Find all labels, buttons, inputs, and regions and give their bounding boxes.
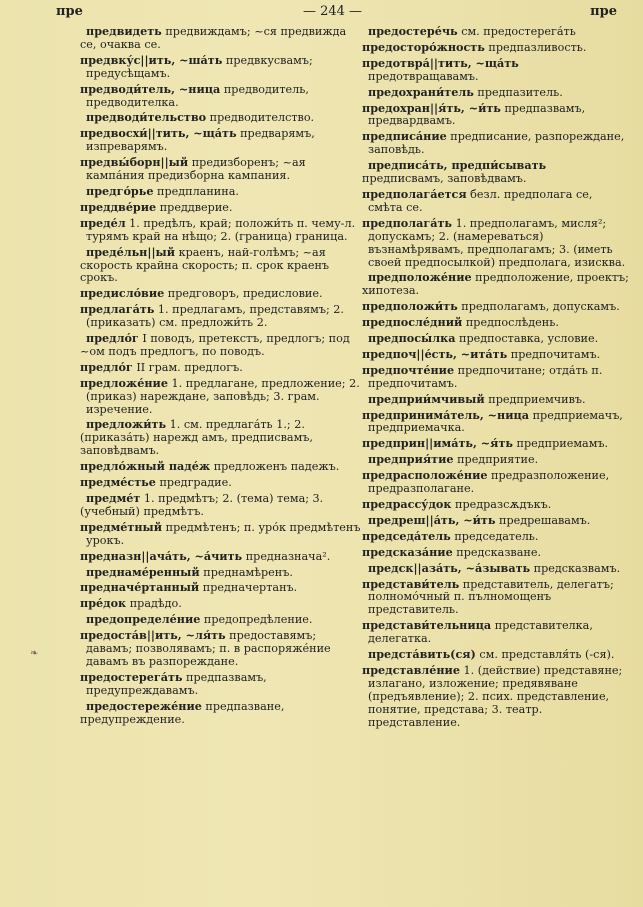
entry-definition: предпослѣдень. [462, 316, 559, 330]
entry-definition: предписание, разпореждане, заповѣдь. [368, 130, 625, 157]
entry-headword: пре́док [80, 596, 127, 611]
dictionary-entry [80, 613, 365, 627]
entry-definition: 1. предѣлъ, край; положи́ть п. чему-л. турямъ край на нѣщо; 2. (граница) граница. [86, 216, 356, 243]
entry-headword: предрассу́док [362, 497, 452, 511]
entry-headword: предопределе́ние [86, 612, 201, 627]
dictionary-entry [80, 700, 365, 727]
entry-headword: предписа́ние [362, 129, 447, 144]
dictionary-entry [362, 453, 630, 467]
entry-headword: предположи́ть [362, 299, 458, 314]
entry-headword: предводи́тель, ~ница [80, 81, 221, 96]
dictionary-entry [362, 271, 630, 298]
entry-headword: предоста́в||ить, ~ля́ть [80, 628, 226, 643]
entry-headword: председа́тель [362, 528, 451, 543]
entry-definition: предизборенъ; ~ая кампа́ния предизборна кампания. [86, 156, 306, 183]
entry-definition: предрешавамъ. [495, 513, 591, 527]
dictionary-entry [362, 332, 630, 346]
dictionary-entry [80, 303, 365, 330]
dictionary-entry [362, 25, 630, 39]
dictionary-entry [80, 25, 365, 52]
entry-definition: предначертанъ. [199, 581, 298, 595]
entry-headword: представле́ние [362, 662, 460, 677]
entry-headword: предводи́тельство [86, 110, 207, 125]
entry-definition: предвиждамъ; ~ся предвижда се, очаква се. [80, 25, 347, 51]
dictionary-entry [80, 492, 365, 519]
entry-definition: предградие. [155, 476, 232, 490]
dictionary-entry [362, 130, 630, 157]
entry-definition: предполагамъ, допускамъ. [457, 300, 620, 314]
entry-definition: предвкусвамъ; предусѣщамъ. [86, 53, 313, 80]
dictionary-entry [362, 619, 630, 646]
dictionary-entry [80, 671, 365, 698]
entry-definition: см. предостерега́ть [457, 25, 576, 38]
entry-definition: предприемчивъ. [484, 392, 586, 406]
dictionary-entry [80, 83, 365, 110]
dictionary-entry [362, 159, 630, 186]
dictionary-entry [362, 546, 630, 560]
dictionary-entry [362, 348, 630, 362]
dictionary-entry [362, 41, 630, 55]
entry-headword: предисло́вие [80, 286, 165, 301]
entry-headword: предме́стье [80, 475, 156, 490]
entry-headword: предреш||а́ть, ~и́ть [368, 512, 496, 527]
entry-headword: предвку́с||ить, ~ша́ть [80, 52, 223, 67]
entry-headword: предполага́ется [362, 186, 467, 201]
dictionary-entry [362, 530, 630, 544]
dictionary-entry [362, 409, 630, 436]
entry-headword: предме́т [86, 491, 141, 505]
entry-headword: предвы́борн||ый [80, 155, 189, 170]
entry-definition: предпазвамъ, предвардвамъ. [368, 101, 586, 128]
entry-headword: предположе́ние [368, 270, 472, 285]
entry-definition: предмѣтенъ; п. уро́к предмѣтенъ урокъ. [86, 520, 361, 547]
page-header [36, 4, 629, 22]
entry-definition: II грам. предлогъ. [132, 360, 243, 374]
entry-headword: предлага́ть [80, 302, 155, 317]
dictionary-entry [362, 437, 630, 451]
entry-headword: предло́г [80, 359, 133, 374]
entry-definition: предпазвамъ, предупреждавамъ. [86, 670, 267, 697]
margin-mark: ❧ [30, 648, 39, 659]
dictionary-entry [80, 185, 365, 199]
dictionary-entry [80, 418, 365, 458]
entry-definition: см. представля́ть (-ся). [475, 648, 615, 662]
entry-headword: предвосхи́||тить, ~ща́ть [80, 126, 237, 141]
entry-definition: представителка, делегатка. [368, 619, 593, 646]
entry-definition: предприемачъ, предприемачка. [368, 408, 623, 435]
entry-definition: предложенъ падежъ. [210, 460, 340, 474]
entry-definition: предприемамъ. [512, 437, 609, 451]
entry-definition: предприятие. [453, 453, 539, 467]
entry-headword: предло́г [86, 331, 139, 346]
entry-definition: предводитель, предводителка. [86, 82, 309, 109]
entry-headword: предполага́ть [362, 215, 453, 230]
entry-headword: предпринима́тель, ~ница [362, 407, 530, 422]
entry-definition: предпазване, предупреждение. [80, 699, 285, 726]
entry-definition: предпоставка, условие. [455, 332, 599, 346]
dictionary-entry [80, 156, 365, 183]
entry-definition: безл. предполага се, смѣта се. [368, 187, 593, 214]
dictionary-entry [80, 361, 365, 375]
entry-definition: 1. предполагамъ, мисля²; допускамъ; 2. (намереваться) възнамѣрявамъ, предполагамъ; 3. (иметь своей предпосылкой) предполага, изисква. [368, 216, 626, 269]
entry-headword: преднаме́ренный [86, 564, 200, 579]
dictionary-entry [362, 57, 630, 84]
right-column [362, 25, 630, 732]
entry-headword: представи́тель [362, 576, 460, 591]
entry-headword: предохран||я́ть, ~и́ть [362, 100, 501, 115]
entry-definition: 1. предлагане, предложение; 2. (приказ) нарежданe, заповѣдь; 3. грам. изречение. [86, 376, 360, 416]
entry-definition: предписвамъ, заповѣдвамъ. [362, 172, 527, 186]
entry-headword: предпосле́дний [362, 315, 463, 330]
dictionary-entry [362, 364, 630, 391]
entry-definition: I поводъ, претекстъ, предлогъ; под ~ом подъ предлогъ, по поводъ. [80, 332, 350, 358]
entry-definition: 1. (действие) представяне; излагано, изложение; предявяване (предъявление); 2. псих. представление, понятие, представа; 3. театр. представление. [368, 663, 623, 729]
dictionary-entry [80, 521, 365, 548]
entry-headword: предприя́тие [368, 452, 454, 467]
entry-headword: предостереже́ние [86, 698, 202, 713]
entry-headword: предск||аза́ть, ~а́зывать [368, 560, 531, 575]
entry-headword: предрасположе́ние [362, 468, 488, 483]
dictionary-entry [80, 581, 365, 595]
entry-headword: предначе́ртанный [80, 580, 200, 595]
entry-definition: предварямъ, изпреварямъ. [86, 127, 315, 154]
dictionary-entry [80, 550, 365, 564]
page-number: — 244 — [302, 4, 363, 19]
entry-headword: предотвра́||тить, ~ща́ть [362, 55, 519, 70]
entry-headword: предприн||има́ть, ~я́ть [362, 436, 513, 451]
entry-definition: предговоръ, предисловие. [164, 287, 323, 301]
entry-headword: предпоч||е́сть, ~ита́ть [362, 346, 508, 361]
entry-definition: предположение, проектъ; хипотеза. [362, 271, 629, 298]
entry-headword: предпочте́ние [362, 362, 455, 377]
dictionary-entry [362, 188, 630, 215]
entry-headword: предназн||ача́ть, ~а́чить [80, 548, 243, 563]
left-column [80, 25, 365, 729]
dictionary-entry [80, 54, 365, 81]
entry-definition: предпазитель. [473, 85, 563, 99]
left-guide-word: пре [56, 4, 83, 19]
dictionary-entry [80, 597, 365, 611]
entry-definition: предоставямъ; давамъ; позволявамъ; п. в распоряже́ние давамъ въ разпореждане. [86, 629, 331, 668]
entry-definition: предразсѫдъкъ. [451, 498, 552, 511]
dictionary-entry [80, 332, 365, 359]
entry-definition: преднамѣренъ. [199, 565, 293, 579]
dictionary-entry [80, 566, 365, 580]
entry-headword: предста́вить(ся) [368, 647, 476, 662]
dictionary-entry [80, 287, 365, 301]
entry-headword: преддве́рие [80, 199, 157, 214]
dictionary-entry [80, 127, 365, 154]
entry-definition: предпочитане; отда́ть п. предпочитамъ. [368, 363, 603, 390]
dictionary-entry [362, 217, 630, 270]
entry-headword: предло́жный паде́ж [80, 459, 211, 474]
entry-headword: предме́тный [80, 519, 163, 534]
dictionary-entry [80, 201, 365, 215]
entry-headword: предосторо́жность [362, 39, 485, 54]
dictionary-entry [362, 578, 630, 618]
dictionary-entry [362, 514, 630, 528]
entry-definition: 1. см. предлага́ть 1.; 2. (приказа́ть) нарежд амъ, предписвамъ, заповѣдвамъ. [80, 418, 313, 458]
dictionary-entry [362, 393, 630, 407]
entry-definition: 1. предлагамъ, представямъ; 2. (приказать) см. предложи́ть 2. [86, 303, 344, 330]
dictionary-entry [362, 664, 630, 730]
entry-headword: предостере́чь [368, 24, 458, 38]
entry-headword: предсказа́ние [362, 544, 453, 559]
entry-definition: представитель, делегатъ; полномо́чный п. пълномощенъ представитель. [368, 577, 614, 617]
entry-definition: предразположение, предразполагане. [368, 469, 610, 496]
entry-headword: предостерега́ть [80, 669, 183, 684]
entry-definition: предсказване. [452, 545, 542, 559]
entry-definition: предотвращавамъ. [368, 69, 479, 83]
dictionary-entry [362, 648, 630, 662]
entry-definition: предпланина. [153, 184, 239, 198]
entry-definition: председатель. [450, 529, 539, 543]
dictionary-entry [362, 562, 630, 576]
entry-definition: краенъ, най-голѣмъ; ~ая скорость крайна скорость; п. срок краенъ срокъ. [80, 245, 330, 285]
entry-headword: предвидеть [86, 24, 162, 38]
dictionary-entry [362, 316, 630, 330]
entry-definition: предопредѣление. [200, 613, 313, 627]
dictionary-entry [362, 469, 630, 496]
entry-headword: предписа́ть, предпи́сывать [368, 158, 547, 173]
dictionary-entry [80, 476, 365, 490]
entry-headword: предприи́мчивый [368, 391, 485, 406]
dictionary-entry [80, 629, 365, 669]
entry-definition: предводителство. [206, 111, 315, 125]
entry-headword: предохрани́тель [368, 84, 474, 99]
dictionary-entry [362, 102, 630, 129]
dictionary-entry [80, 111, 365, 125]
dictionary-entry [80, 460, 365, 474]
dictionary-entry [362, 86, 630, 100]
entry-headword: преде́льн||ый [86, 244, 176, 259]
entry-headword: предго́рье [86, 183, 154, 198]
dictionary-entry [80, 377, 365, 417]
entry-definition: предназнача². [242, 549, 331, 563]
entry-headword: представи́тельница [362, 618, 492, 633]
dictionary-entry [362, 498, 630, 512]
dictionary-entry [80, 246, 365, 286]
entry-definition: предпочитамъ. [507, 347, 601, 361]
dictionary-entry [80, 217, 365, 244]
entry-definition: предсказвамъ. [530, 561, 621, 575]
entry-headword: предложе́ние [80, 375, 168, 390]
entry-definition: предпазливость. [484, 40, 587, 54]
dictionary-entry [362, 300, 630, 314]
entry-definition: 1. предмѣтъ; 2. (тема) тема; 3. (учебный) предмѣтъ. [80, 492, 324, 518]
entry-headword: преде́л [80, 215, 126, 230]
right-guide-word: пре [590, 4, 617, 19]
entry-headword: предложи́ть [86, 417, 167, 432]
entry-definition: преддверие. [156, 200, 233, 214]
entry-definition: прадѣдо. [126, 597, 182, 611]
entry-headword: предпосы́лка [368, 331, 456, 346]
